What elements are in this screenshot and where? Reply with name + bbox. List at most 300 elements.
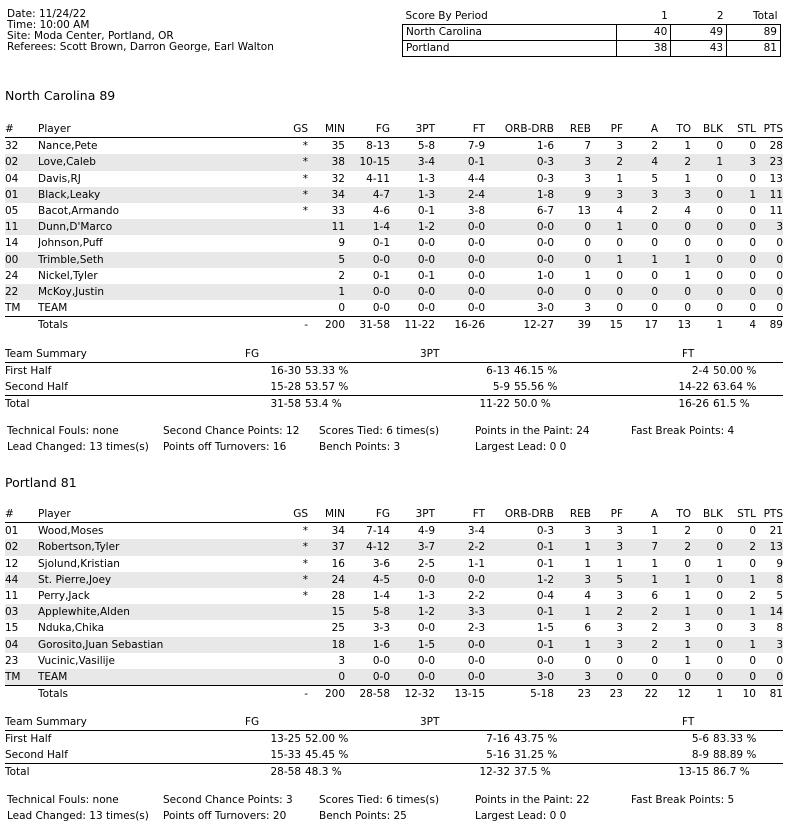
player-ft: 0-0: [435, 219, 485, 235]
totals-jersey: [5, 317, 38, 334]
player-gs: [238, 620, 308, 636]
player-orb-drb: 0-0: [485, 284, 554, 300]
player-fg: 5-8: [345, 604, 390, 620]
player-3pt: 0-0: [390, 284, 435, 300]
player-pts: 8: [756, 572, 783, 588]
totals-a: 17: [623, 317, 658, 334]
header-stl: STL: [723, 121, 756, 138]
player-row: [5, 604, 783, 620]
player-reb: 3: [554, 572, 591, 588]
player-min: 5: [308, 252, 345, 268]
player-blk: 0: [716, 269, 723, 282]
player-stl: 0: [749, 269, 756, 282]
team-summary-header: [5, 714, 783, 731]
summary-label: First Half: [5, 365, 52, 377]
player-jersey: 11: [5, 590, 19, 603]
summary-fg: 16-30: [270, 365, 301, 377]
player-reb: 1: [554, 539, 591, 555]
totals-reb: 23: [554, 686, 591, 703]
summary-ft-pct: 61.5 %: [709, 396, 783, 413]
player-reb: 0: [554, 252, 591, 268]
player-pts: 0: [756, 252, 783, 268]
totals-3pt: 11-22: [390, 317, 435, 334]
summary-tp: 5-16: [486, 749, 510, 761]
player-3pt: 1-3: [390, 187, 435, 203]
score-by-period-title: Score By Period: [403, 9, 617, 25]
player-pts: 9: [776, 557, 783, 570]
player-gs: [238, 637, 308, 653]
summary-tp: 12-32: [360, 764, 510, 781]
player-a: 7: [623, 539, 658, 555]
player-stl: 2: [723, 539, 756, 555]
player-row: [5, 284, 783, 300]
player-pf: 3: [591, 637, 623, 653]
player-to: 1: [684, 269, 691, 282]
player-blk: 0: [691, 572, 723, 588]
player-a: 1: [651, 525, 658, 538]
player-pf: 0: [591, 284, 623, 300]
player-row: [5, 268, 783, 284]
player-to: 2: [658, 154, 691, 170]
player-reb: 3: [584, 525, 591, 538]
header-a: A: [623, 121, 658, 138]
player-to: 1: [658, 637, 691, 653]
player-to: 0: [658, 669, 691, 686]
player-pf: 3: [616, 525, 623, 538]
player-ft: 0-0: [435, 637, 485, 653]
player-player: Dunn,D'Marco: [38, 219, 238, 235]
score-by-period-header: [403, 9, 781, 25]
player-row: [5, 620, 783, 636]
player-ft: 0-0: [467, 237, 485, 250]
totals-pf: 23: [591, 686, 623, 703]
player-jersey: 12: [5, 557, 19, 570]
summary-fg-pct: 52.00 %: [305, 733, 349, 745]
header-orb-drb: ORB-DRB: [485, 506, 554, 523]
note-fast-break: Fast Break Points: 5: [631, 794, 735, 806]
header-pf: PF: [591, 506, 623, 523]
player-reb: 7: [584, 140, 591, 153]
player-row: [5, 252, 783, 268]
summary-row: [5, 363, 783, 380]
note-points-paint: Points in the Paint: 22: [475, 794, 590, 806]
player-min: 34: [331, 525, 345, 538]
player-orb-drb: 1-0: [536, 269, 554, 282]
player-to: 1: [684, 590, 691, 603]
player-jersey: 01: [5, 187, 38, 203]
player-fg: 0-0: [372, 654, 390, 667]
player-row: [5, 171, 783, 187]
team-summary-table: [5, 346, 783, 412]
player-ft: 3-8: [467, 205, 485, 218]
totals-to: 13: [658, 317, 691, 334]
header-pts: PTS: [756, 121, 783, 138]
player-blk: 0: [716, 590, 723, 603]
player-pf: 0: [616, 654, 623, 667]
note-second-chance: Second Chance Points: 12: [163, 425, 300, 437]
player-reb: 3: [554, 154, 591, 170]
header-stl: STL: [723, 506, 756, 523]
player-orb-drb: 1-5: [536, 622, 554, 635]
player-min: 32: [331, 172, 345, 185]
player-a: 0: [651, 302, 658, 315]
score-team-name: North Carolina: [403, 25, 617, 41]
summary-tp: 5-9: [492, 381, 510, 393]
player-row: [5, 637, 783, 653]
player-pf: 2: [591, 154, 623, 170]
note-lead-changed: Lead Changed: 13 times(s): [7, 441, 149, 453]
player-player: Bacot,Armando: [38, 205, 120, 218]
summary-tp: 6-13: [486, 365, 510, 377]
player-ft: 0-0: [467, 302, 485, 315]
summary-fg-pct: 45.45 %: [305, 749, 349, 761]
player-stl: 0: [749, 237, 756, 250]
player-pf: 3: [616, 590, 623, 603]
box-score-header: [5, 121, 783, 138]
player-a: 0: [623, 284, 658, 300]
player-gs: *: [238, 572, 308, 588]
player-a: 1: [623, 572, 658, 588]
player-row: [5, 235, 783, 251]
player-pts: 5: [776, 590, 783, 603]
player-gs: [238, 235, 308, 251]
player-player: Wood,Moses: [38, 525, 104, 538]
score-row-north-carolina: [403, 25, 781, 41]
player-stl: 0: [749, 654, 756, 667]
header-reb: REB: [554, 121, 591, 138]
note-bench-points: Bench Points: 25: [319, 810, 407, 822]
note-largest-lead: Largest Lead: 0 0: [475, 441, 567, 453]
player-blk: 0: [691, 637, 723, 653]
summary-label: Second Half: [5, 381, 68, 393]
player-jersey: 15: [5, 622, 19, 635]
score-team-name: Portland: [403, 41, 617, 57]
period-1-header: 1: [617, 9, 671, 25]
player-to: 0: [684, 237, 691, 250]
player-a: 2: [623, 637, 658, 653]
player-fg: 0-0: [372, 302, 390, 315]
summary-tp-pct: 37.5 %: [510, 764, 580, 781]
totals-row: [5, 317, 783, 334]
player-row: [5, 556, 783, 572]
player-a: 6: [651, 590, 658, 603]
header-3pt: 3PT: [390, 121, 435, 138]
player-stl: 0: [723, 669, 756, 686]
player-stl: 0: [749, 140, 756, 153]
note-lead-changed: Lead Changed: 13 times(s): [7, 810, 149, 822]
player-pts: 0: [776, 237, 783, 250]
player-min: 0: [308, 669, 345, 686]
summary-tp-pct: 43.75 %: [514, 733, 558, 745]
summary-label: Second Half: [5, 749, 68, 761]
player-gs: *: [238, 187, 308, 203]
player-stl: 3: [723, 154, 756, 170]
player-min: 16: [331, 557, 345, 570]
game-site: Site: Moda Center, Portland, OR: [7, 30, 174, 42]
player-stl: 0: [749, 172, 756, 185]
summary-fg: 13-25: [270, 733, 301, 745]
player-stl: 0: [723, 284, 756, 300]
player-to: 1: [684, 140, 691, 153]
note-fast-break: Fast Break Points: 4: [631, 425, 735, 437]
player-min: 24: [308, 572, 345, 588]
player-gs: [238, 252, 308, 268]
summary-ft-pct: 50.00 %: [713, 365, 757, 377]
header-blk: BLK: [691, 121, 723, 138]
player-min: 25: [331, 622, 345, 635]
player-orb-drb: 1-8: [485, 187, 554, 203]
player-player: Perry,Jack: [38, 590, 90, 603]
header-3pt: 3PT: [390, 506, 435, 523]
game-info: [7, 9, 274, 53]
box-score-table: [5, 506, 783, 702]
player-3pt: 0-0: [417, 302, 435, 315]
box-score-table: [5, 121, 783, 333]
summary-header-label: Team Summary: [5, 714, 125, 731]
totals-ft: 13-15: [435, 686, 485, 703]
player-orb-drb: 0-0: [536, 654, 554, 667]
player-pts: 11: [756, 187, 783, 203]
player-gs: [238, 669, 308, 686]
player-blk: 0: [691, 284, 723, 300]
game-time: Time: 10:00 AM: [7, 19, 90, 31]
summary-tp-pct: 46.15 %: [514, 365, 558, 377]
player-to: 0: [658, 284, 691, 300]
player-row: [5, 138, 783, 155]
team-title: Portland 81: [5, 475, 77, 490]
player-orb-drb: 0-1: [485, 604, 554, 620]
player-ft: 4-4: [467, 172, 485, 185]
score-row-portland: [403, 41, 781, 57]
player-to: 3: [684, 622, 691, 635]
summary-header-label: Team Summary: [5, 346, 125, 363]
summary-tp-pct: 31.25 %: [514, 749, 558, 761]
player-fg: 1-6: [345, 637, 390, 653]
player-pf: 3: [616, 622, 623, 635]
player-pts: 13: [756, 539, 783, 555]
player-player: Love,Caleb: [38, 154, 238, 170]
player-ft: 2-2: [467, 590, 485, 603]
player-pts: 0: [756, 284, 783, 300]
summary-header-ft: FT: [580, 714, 783, 731]
player-blk: 1: [691, 154, 723, 170]
player-reb: 1: [584, 269, 591, 282]
player-blk: 0: [716, 172, 723, 185]
score-period-1: 40: [617, 25, 671, 41]
player-jersey: 11: [5, 219, 38, 235]
player-3pt: 1-3: [417, 172, 435, 185]
player-orb-drb: 0-1: [536, 557, 554, 570]
player-row: [5, 203, 783, 219]
player-blk: 0: [691, 187, 723, 203]
player-min: 34: [308, 187, 345, 203]
player-a: 2: [651, 140, 658, 153]
summary-ft-pct: 88.89 %: [713, 749, 757, 761]
totals-row: [5, 686, 783, 703]
player-player: McKoy,Justin: [38, 284, 238, 300]
player-a: 2: [651, 205, 658, 218]
player-blk: 1: [716, 557, 723, 570]
player-fg: 8-13: [366, 140, 390, 153]
score-total: 89: [727, 25, 781, 41]
summary-tp-pct: 55.56 %: [514, 381, 558, 393]
player-player: Gorosito,Juan Sebastian: [38, 637, 238, 653]
player-pts: 11: [769, 205, 783, 218]
summary-fg: 15-28: [270, 381, 301, 393]
player-jersey: 32: [5, 140, 19, 153]
summary-row: [5, 379, 783, 396]
player-a: 0: [623, 669, 658, 686]
player-orb-drb: 3-0: [536, 302, 554, 315]
player-gs: [238, 653, 308, 669]
summary-fg-pct: 53.57 %: [305, 381, 349, 393]
note-bench-points: Bench Points: 3: [319, 441, 401, 453]
note-largest-lead: Largest Lead: 0 0: [475, 810, 567, 822]
player-pf: 4: [616, 205, 623, 218]
player-blk: 0: [716, 302, 723, 315]
summary-ft-pct: 86.7 %: [709, 764, 783, 781]
player-3pt: 0-0: [417, 654, 435, 667]
player-stl: 1: [723, 637, 756, 653]
player-fg: 1-4: [372, 590, 390, 603]
player-pf: 1: [616, 172, 623, 185]
player-3pt: 1-2: [390, 604, 435, 620]
player-fg: 4-7: [345, 187, 390, 203]
player-player: Black,Leaky: [38, 187, 238, 203]
player-stl: 0: [749, 205, 756, 218]
player-player: Trimble,Seth: [38, 252, 238, 268]
player-to: 1: [684, 654, 691, 667]
player-row: [5, 187, 783, 203]
player-jersey: 14: [5, 237, 19, 250]
score-by-period-table: [402, 9, 781, 57]
player-jersey: 05: [5, 205, 19, 218]
player-jersey: 24: [5, 269, 19, 282]
player-3pt: 1-5: [390, 637, 435, 653]
totals-blk: 1: [691, 317, 723, 334]
player-pf: 0: [616, 269, 623, 282]
player-3pt: 1-3: [417, 590, 435, 603]
player-min: 33: [331, 205, 345, 218]
header-to: TO: [658, 121, 691, 138]
header-reb: REB: [554, 506, 591, 523]
box-score-header: [5, 506, 783, 523]
player-blk: 0: [691, 219, 723, 235]
summary-header-3pt: 3PT: [360, 714, 580, 731]
player-a: 3: [623, 187, 658, 203]
header-blk: BLK: [691, 506, 723, 523]
summary-ft: 13-15: [580, 764, 709, 781]
player-3pt: 0-0: [390, 572, 435, 588]
player-jersey: 44: [5, 572, 38, 588]
player-jersey: 00: [5, 252, 38, 268]
summary-label: Total: [5, 396, 125, 413]
player-row: [5, 669, 783, 686]
player-jersey: TM: [5, 302, 21, 315]
player-reb: 4: [584, 590, 591, 603]
header-min: MIN: [308, 506, 345, 523]
player-orb-drb: 0-0: [536, 237, 554, 250]
player-fg: 0-0: [345, 252, 390, 268]
summary-header-fg: FG: [125, 346, 360, 363]
player-fg: 0-0: [345, 284, 390, 300]
player-ft: 3-4: [467, 525, 485, 538]
player-min: 15: [308, 604, 345, 620]
player-gs: *: [302, 557, 308, 570]
player-stl: 0: [749, 302, 756, 315]
player-pts: 3: [756, 219, 783, 235]
summary-tp: 11-22: [360, 396, 510, 413]
header-to: TO: [658, 506, 691, 523]
player-row: [5, 219, 783, 235]
player-orb-drb: 0-0: [485, 219, 554, 235]
player-blk: 0: [691, 252, 723, 268]
totals-to: 12: [658, 686, 691, 703]
header-gs: GS: [238, 121, 308, 138]
totals-blk: 1: [691, 686, 723, 703]
player-gs: *: [302, 205, 308, 218]
summary-label: Total: [5, 764, 125, 781]
player-to: 1: [684, 172, 691, 185]
player-gs: [238, 268, 308, 284]
player-reb: 13: [577, 205, 591, 218]
player-pts: 0: [756, 669, 783, 686]
player-fg: 3-6: [372, 557, 390, 570]
summary-tp: 7-16: [486, 733, 510, 745]
team-summary-header: [5, 346, 783, 363]
player-stl: 1: [723, 604, 756, 620]
header-fg: FG: [345, 121, 390, 138]
player-fg: 0-1: [372, 269, 390, 282]
player-jersey: 04: [5, 637, 38, 653]
player-pts: 0: [776, 654, 783, 667]
player-gs: *: [302, 172, 308, 185]
player-to: 0: [684, 302, 691, 315]
player-a: 0: [651, 269, 658, 282]
note-scores-tied: Scores Tied: 6 times(s): [319, 425, 440, 437]
player-fg: 1-4: [345, 219, 390, 235]
player-reb: 0: [584, 654, 591, 667]
player-to: 4: [684, 205, 691, 218]
player-orb-drb: 6-7: [536, 205, 554, 218]
player-jersey: 01: [5, 525, 19, 538]
player-stl: 2: [749, 590, 756, 603]
header-fg: FG: [345, 506, 390, 523]
note-technical-fouls: Technical Fouls: none: [7, 794, 119, 806]
player-3pt: 5-8: [417, 140, 435, 153]
player-a: 0: [623, 219, 658, 235]
player-reb: 0: [554, 219, 591, 235]
totals-min: 200: [308, 686, 345, 703]
note-second-chance: Second Chance Points: 3: [163, 794, 293, 806]
player-orb-drb: 0-1: [485, 637, 554, 653]
summary-fg-pct: 48.3 %: [301, 764, 360, 781]
player-min: 0: [338, 302, 345, 315]
player-3pt: 2-5: [417, 557, 435, 570]
player-gs: [238, 284, 308, 300]
player-fg: 4-6: [372, 205, 390, 218]
summary-fg-pct: 53.33 %: [305, 365, 349, 377]
player-row: [5, 653, 783, 669]
summary-ft: 5-6: [691, 733, 709, 745]
summary-ft: 16-26: [580, 396, 709, 413]
player-3pt: 3-7: [390, 539, 435, 555]
player-pf: 3: [591, 539, 623, 555]
summary-row: [5, 747, 783, 764]
summary-header-fg: FG: [125, 714, 360, 731]
summary-header-3pt: 3PT: [360, 346, 580, 363]
player-ft: 2-2: [435, 539, 485, 555]
